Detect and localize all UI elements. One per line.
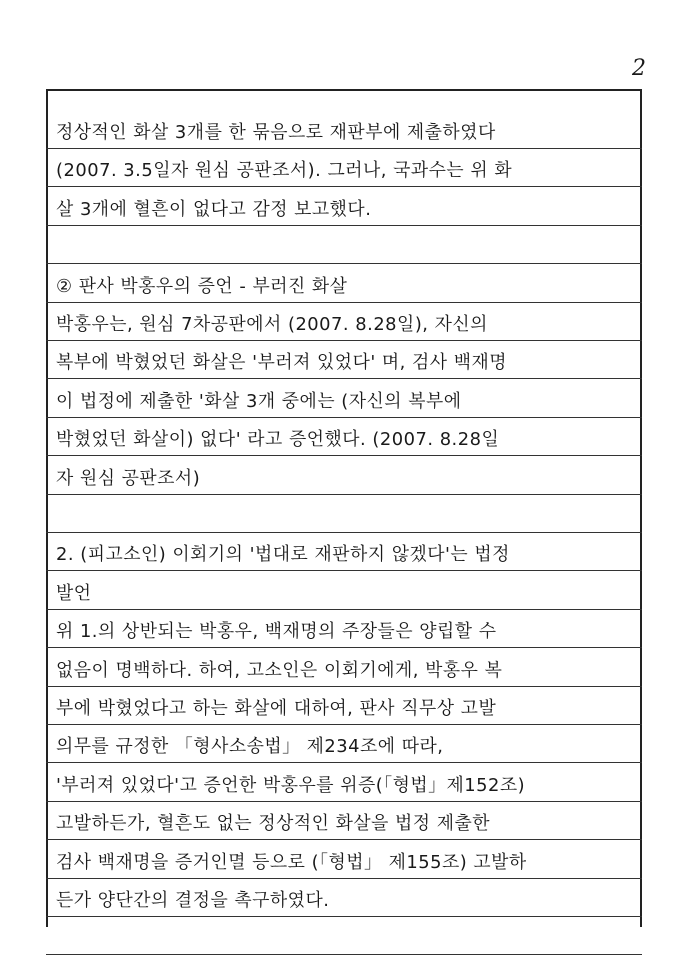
ruled-line — [46, 686, 642, 687]
ruled-line — [46, 762, 642, 763]
ruled-line — [46, 302, 642, 303]
ruled-line — [46, 417, 642, 418]
ruled-line — [46, 570, 642, 571]
text-line: 검사 백재명을 증거인멸 등으로 (「형법」 제155조) 고발하 — [56, 851, 527, 873]
text-line: 의무를 규정한 「형사소송법」 제234조에 따라, — [56, 736, 444, 758]
page-number: 2 — [632, 56, 646, 81]
text-line: 박홍우는, 원심 7차공판에서 (2007. 8.28일), 자신의 — [56, 314, 488, 335]
text-line: 든가 양단간의 결정을 촉구하였다. — [56, 890, 330, 911]
text-line: 발언 — [56, 582, 92, 604]
text-line: 복부에 박혔었던 화살은 '부러져 있었다' 며, 검사 백재명 — [56, 352, 508, 374]
text-line: 고발하든가, 혈흔도 없는 정상적인 화살을 법정 제출한 — [56, 813, 491, 835]
ruled-line — [46, 225, 642, 226]
ruled-line — [46, 378, 642, 379]
ruled-line — [46, 647, 642, 648]
ruled-line — [46, 494, 642, 495]
text-line: 위 1.의 상반되는 박홍우, 백재명의 주장들은 양립할 수 — [56, 621, 497, 643]
ruled-line — [46, 186, 642, 187]
ruled-line — [46, 532, 642, 533]
text-line: ② 판사 박홍우의 증언 - 부러진 화살 — [56, 275, 348, 297]
text-line: 정상적인 화살 3개를 한 묶음으로 재판부에 제출하였다 — [56, 122, 496, 143]
ruled-line — [46, 954, 642, 955]
text-line: '부러져 있었다'고 증언한 박홍우를 위증(「형법」제152조) — [56, 774, 526, 796]
ruled-line — [46, 148, 642, 149]
text-line: 자 원심 공판조서) — [56, 467, 201, 489]
text-line: 살 3개에 혈흔이 없다고 감정 보고했다. — [56, 198, 372, 220]
ruled-line — [46, 263, 642, 264]
ruled-line — [46, 878, 642, 879]
text-line: (2007. 3.5일자 원심 공판조서). 그러나, 국과수는 위 화 — [56, 160, 513, 182]
ruled-line — [46, 839, 642, 840]
ruled-line — [46, 609, 642, 610]
ruled-line — [46, 916, 642, 917]
ruled-line — [46, 340, 642, 341]
text-line: 박혔었던 화살이) 없다' 라고 증언했다. (2007. 8.28일 — [56, 429, 500, 451]
text-line: 이 법정에 제출한 '화살 3개 중에는 (자신의 복부에 — [56, 390, 462, 412]
ruled-line — [46, 724, 642, 725]
ruled-line — [46, 801, 642, 802]
ruled-line — [46, 455, 642, 456]
text-line: 부에 박혔었다고 하는 화살에 대하여, 판사 직무상 고발 — [56, 698, 497, 719]
text-line: 없음이 명백하다. 하여, 고소인은 이회기에게, 박홍우 복 — [56, 659, 503, 681]
text-line: 2. (피고소인) 이회기의 '법대로 재판하지 않겠다'는 법정 — [56, 544, 510, 566]
